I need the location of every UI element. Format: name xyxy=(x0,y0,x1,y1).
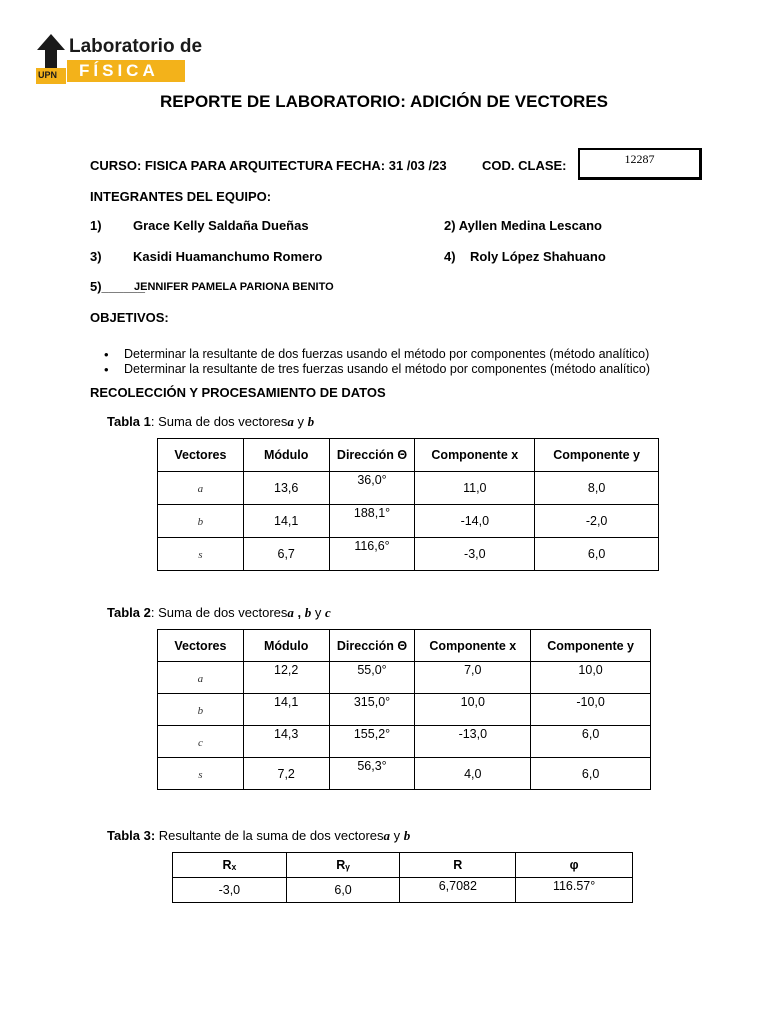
table-cell: 14,1 xyxy=(243,505,329,538)
objective-item-2: • Determinar la resultante de tres fuerzas usando el método por componentes (método analítico) xyxy=(124,362,650,376)
fecha-label: FECHA: 31 /03 /23 xyxy=(336,158,447,173)
vector-a-symbol: a xyxy=(287,605,294,620)
table-1-header-direccion: Dirección Θ xyxy=(329,439,415,472)
logo-band xyxy=(67,60,185,82)
table-cell: 315,0° xyxy=(329,694,415,726)
table-cell: 4,0 xyxy=(415,758,531,790)
table-1-caption-text: : Suma de dos vectores xyxy=(150,414,288,429)
curso-label: CURSO: FISICA PARA ARQUITECTURA xyxy=(90,158,334,173)
cod-clase-label: COD. CLASE: xyxy=(482,158,567,173)
vector-b-symbol: b xyxy=(307,414,315,429)
objective-item-1: • Determinar la resultante de dos fuerzas usando el método por componentes (método analítico) xyxy=(124,347,649,361)
table-3-header-phi: φ xyxy=(516,853,633,878)
member-4-name: Roly López Shahuano xyxy=(470,249,606,264)
table-cell: -3,0 xyxy=(173,878,287,903)
table-2-caption-label: Tabla 2 xyxy=(107,605,151,620)
cod-clase-field[interactable] xyxy=(578,148,702,180)
table-cell: 6,7 xyxy=(243,538,329,571)
table-cell: -10,0 xyxy=(531,694,651,726)
table-cell: 10,0 xyxy=(531,662,651,694)
table-cell: 6,0 xyxy=(535,538,659,571)
vector-icon: a xyxy=(197,483,204,495)
table-cell: -13,0 xyxy=(415,726,531,758)
table-row xyxy=(158,662,651,694)
member-1-number: 1) xyxy=(90,218,102,233)
table-cell: 13,6 xyxy=(243,472,329,505)
table-3-caption xyxy=(107,828,410,844)
table-cell: 6,0 xyxy=(531,758,651,790)
table-cell: 6,0 xyxy=(531,726,651,758)
table-cell: 188,1° xyxy=(329,505,415,538)
table-cell: 7,0 xyxy=(415,662,531,694)
table-cell: 116.57° xyxy=(516,878,633,903)
table-row xyxy=(158,472,659,505)
caption-y: y xyxy=(293,414,308,429)
table-cell: 7,2 xyxy=(243,758,329,790)
table-2-header-modulo: Módulo xyxy=(243,630,329,662)
member-5-name: JENNIFER PAMELA PARIONA BENITO xyxy=(134,281,334,293)
team-heading: INTEGRANTES DEL EQUIPO: xyxy=(90,189,272,204)
table-1-caption-label: Tabla 1 xyxy=(107,414,151,429)
member-1-name: Grace Kelly Saldaña Dueñas xyxy=(133,218,309,233)
table-cell: 155,2° xyxy=(329,726,415,758)
table-row xyxy=(158,538,659,571)
table-cell: 11,0 xyxy=(415,472,535,505)
vector-icon: b xyxy=(197,704,204,717)
table-cell: 10,0 xyxy=(415,694,531,726)
caption-comma: , xyxy=(293,605,305,620)
table-cell: 55,0° xyxy=(329,662,415,694)
member-3-number: 3) xyxy=(90,249,102,264)
table-cell: 56,3° xyxy=(329,758,415,790)
table-3-caption-label: Tabla 3: xyxy=(107,828,156,843)
objectives-heading: OBJETIVOS: xyxy=(90,310,169,325)
table-2-header-direccion: Dirección Θ xyxy=(329,630,415,662)
caption-y: y xyxy=(390,828,404,843)
member-2-name: 2) Ayllen Medina Lescano xyxy=(444,218,602,233)
table-2-caption xyxy=(107,605,331,621)
section-heading: RECOLECCIÓN Y PROCESAMIENTO DE DATOS xyxy=(90,385,386,400)
vector-icon: c xyxy=(197,736,203,749)
table-cell: 14,1 xyxy=(243,694,329,726)
vector-icon: s xyxy=(198,549,203,561)
table-3-header-rx: Rₓ xyxy=(173,853,287,878)
vector-icon: b xyxy=(197,516,204,528)
table-1-header-componente-y: Componente y xyxy=(535,439,659,472)
table-1-caption xyxy=(107,414,314,430)
upn-logo xyxy=(36,34,203,84)
table-2-caption-text: : Suma de dos vectores xyxy=(150,605,288,620)
table-1-header-vectores: Vectores xyxy=(158,439,244,472)
table-cell: 12,2 xyxy=(243,662,329,694)
table-2-header-componente-y: Componente y xyxy=(531,630,651,662)
logo-line2: FÍSICA xyxy=(79,61,159,80)
vector-a-symbol: a xyxy=(287,414,294,429)
cod-clase-value: 12287 xyxy=(624,152,655,166)
vector-b-symbol: b xyxy=(403,828,411,843)
vector-a-symbol: a xyxy=(383,828,391,843)
table-cell: -2,0 xyxy=(535,505,659,538)
member-3-name: Kasidi Huamanchumo Romero xyxy=(133,249,323,264)
vector-icon: a xyxy=(197,672,204,685)
table-cell: 36,0° xyxy=(329,472,415,505)
table-1 xyxy=(157,438,659,571)
table-cell: 6,7082 xyxy=(400,878,516,903)
logo-line1: Laboratorio de xyxy=(69,36,203,57)
table-cell: 14,3 xyxy=(243,726,329,758)
table-row xyxy=(158,505,659,538)
table-row xyxy=(158,726,651,758)
table-row xyxy=(158,694,651,726)
table-2-header-componente-x: Componente x xyxy=(415,630,531,662)
table-cell: -14,0 xyxy=(415,505,535,538)
table-row xyxy=(158,758,651,790)
table-cell: -3,0 xyxy=(415,538,535,571)
table-cell: 8,0 xyxy=(535,472,659,505)
table-3-header-r: R xyxy=(400,853,516,878)
table-cell: 116,6° xyxy=(329,538,415,571)
table-1-header-modulo: Módulo xyxy=(243,439,329,472)
vector-b-symbol: b xyxy=(304,605,312,620)
member-4-number: 4) xyxy=(444,249,456,264)
table-3-caption-text: Resultante de la suma de dos vectores xyxy=(155,828,384,843)
page-title: REPORTE DE LABORATORIO: ADICIÓN DE VECTORES xyxy=(159,92,609,111)
table-2 xyxy=(157,629,651,790)
vector-icon: s xyxy=(198,768,203,781)
table-2-header-vectores: Vectores xyxy=(158,630,244,662)
table-row xyxy=(173,878,633,903)
table-1-header-componente-x: Componente x xyxy=(415,439,535,472)
table-3 xyxy=(172,852,633,903)
member-5-number: 5)______ xyxy=(90,279,145,294)
table-3-header-ry: Rᵧ xyxy=(286,853,400,878)
logo-badge: UPN xyxy=(38,70,58,80)
vector-c-symbol: c xyxy=(325,605,331,620)
caption-y: y xyxy=(311,605,325,620)
table-cell: 6,0 xyxy=(286,878,400,903)
